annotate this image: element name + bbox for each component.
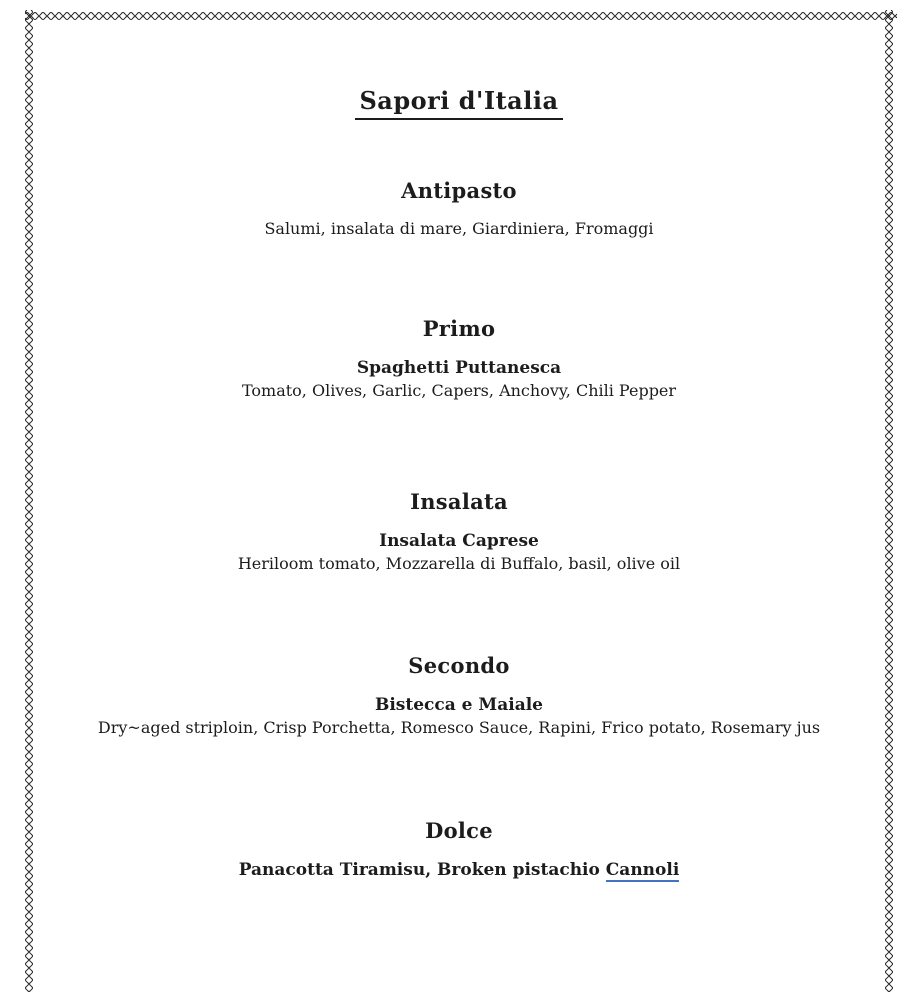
zigzag-border-left — [22, 10, 36, 992]
dish-description: Tomato, Olives, Garlic, Capers, Anchovy, Chili Pepper — [241, 381, 677, 400]
dish-name: Bistecca e Maiale — [374, 695, 544, 715]
dish-name — [40, 858, 878, 882]
dish-description: Heriloom tomato, Mozzarella di Buffalo, basil, olive oil — [237, 554, 681, 573]
dish-description: Dry~aged striploin, Crisp Porchetta, Romesco Sauce, Rapini, Frico potato, Rosemary jus — [97, 718, 821, 737]
dish-name: Spaghetti Puttanesca — [356, 358, 562, 378]
section-heading-dolce: Dolce — [425, 818, 493, 843]
menu-section-secondo — [40, 653, 878, 739]
menu-section-insalata — [40, 489, 878, 575]
menu-section-antipasto — [40, 178, 878, 240]
title-row — [40, 86, 878, 120]
zigzag-border-right — [882, 10, 896, 992]
cannoli-link[interactable]: Cannoli — [605, 860, 680, 880]
menu-document — [40, 0, 878, 882]
section-heading-insalata: Insalata — [410, 489, 508, 514]
menu-title: Sapori d'Italia — [355, 86, 562, 120]
dish-name: Insalata Caprese — [379, 531, 539, 551]
section-heading-secondo: Secondo — [408, 653, 510, 678]
menu-section-dolce — [40, 818, 878, 882]
menu-section-primo — [40, 316, 878, 402]
dolce-dish-text: Panacotta Tiramisu, Broken pistachio — [238, 860, 600, 880]
section-heading-primo: Primo — [422, 316, 496, 341]
section-heading-antipasto: Antipasto — [401, 178, 517, 203]
dish-description: Salumi, insalata di mare, Giardiniera, Fromaggi — [264, 219, 654, 238]
